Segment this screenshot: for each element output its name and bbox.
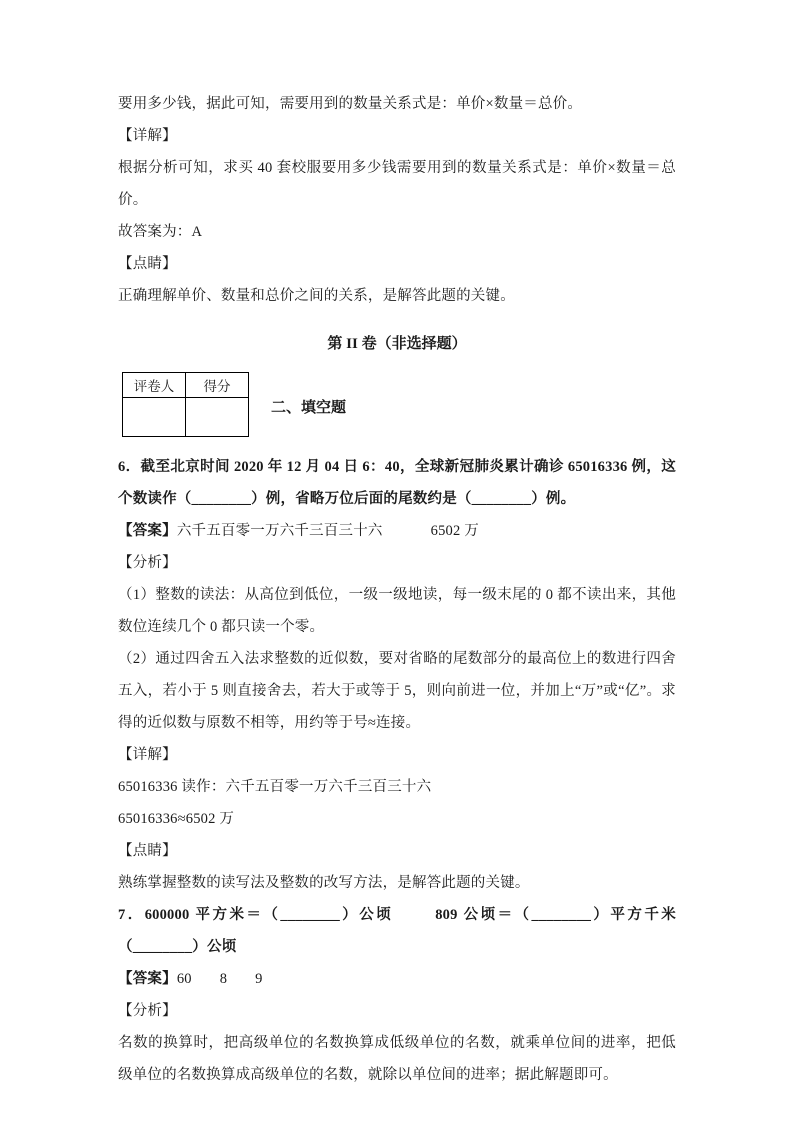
reviewer-value-cell <box>123 398 186 437</box>
question-6-analysis-point-2: （2）通过四舍五入法求整数的近似数，要对省略的尾数部分的最高位上的数进行四舍五入，若小于 5 则直接舍去，若大于或等于 5，则向前进一位，并加上“万”或“亿”。求得的近似数与原数不相等，用约等于号≈连接。 <box>118 651 676 731</box>
question-7-part-2: 809 公顷＝（________）平方千米（________）公顷 <box>118 907 677 955</box>
grading-table <box>122 372 249 437</box>
question-6-detail-line-2: 65016336≈6502 万 <box>118 811 235 827</box>
question-6-detail-line-1: 65016336 读作：六千五百零一万六千三百三十六 <box>118 779 432 795</box>
prev-solution-intro: 要用多少钱，据此可知，需要用到的数量关系式是：单价×数量＝总价。 <box>118 96 583 112</box>
question-6-answer-approx: 6502 万 <box>430 523 479 539</box>
question-7-text <box>118 899 676 963</box>
question-6-answer-line <box>118 515 676 547</box>
question-7-answer-2: 8 <box>219 971 228 987</box>
score-header-cell: 得分 <box>186 373 249 398</box>
question-6-text: 6．截至北京时间 2020 年 12 月 04 日 6：40，全球新冠肺炎累计确诊 65016336 例，这个数读作（________）例，省略万位后面的尾数约是（________）例。 <box>118 459 676 507</box>
question-7-answer-line <box>118 963 676 995</box>
question-7-part-1: 7．600000 平方米＝（________）公顷 <box>118 907 394 923</box>
section-heading-fill-in-blanks: 二、填空题 <box>271 400 347 416</box>
prev-solution-tip: 正确理解单价、数量和总价之间的关系，是解答此题的关键。 <box>118 288 515 304</box>
analysis-label: 【分析】 <box>118 1003 177 1019</box>
detail-label: 【详解】 <box>118 747 177 763</box>
answer-label: 【答案】 <box>118 523 177 539</box>
tip-label: 【点睛】 <box>118 256 177 272</box>
reviewer-header-cell: 评卷人 <box>123 373 186 398</box>
score-value-cell <box>186 398 249 437</box>
question-7-answer-1: 60 <box>176 971 192 987</box>
prev-solution-conclusion: 故答案为：A <box>118 224 203 240</box>
detail-label: 【详解】 <box>118 128 177 144</box>
question-7-answer-3: 9 <box>255 971 263 987</box>
question-7-analysis: 名数的换算时，把高级单位的名数换算成低级单位的名数，就乘单位间的进率，把低级单位的名数换算成高级单位的名数，就除以单位间的进率；据此解题即可。 <box>118 1035 676 1083</box>
question-6-answer-reading: 六千五百零一万六千三百三十六 <box>176 523 383 539</box>
tip-label: 【点睛】 <box>118 843 177 859</box>
analysis-label: 【分析】 <box>118 555 177 571</box>
question-6-analysis-point-1: （1）整数的读法：从高位到低位，一级一级地读，每一级末尾的 0 都不读出来，其他数位连续几个 0 都只读一个零。 <box>118 587 676 635</box>
prev-solution-detail: 根据分析可知，求买 40 套校服要用多少钱需要用到的数量关系式是：单价×数量＝总价。 <box>118 160 676 208</box>
question-6-tip: 熟练掌握整数的读写法及整数的改写方法，是解答此题的关键。 <box>118 875 530 891</box>
part-ii-title: 第 II 卷（非选择题） <box>327 336 467 352</box>
grading-table-section <box>118 372 676 437</box>
answer-label: 【答案】 <box>118 971 177 987</box>
